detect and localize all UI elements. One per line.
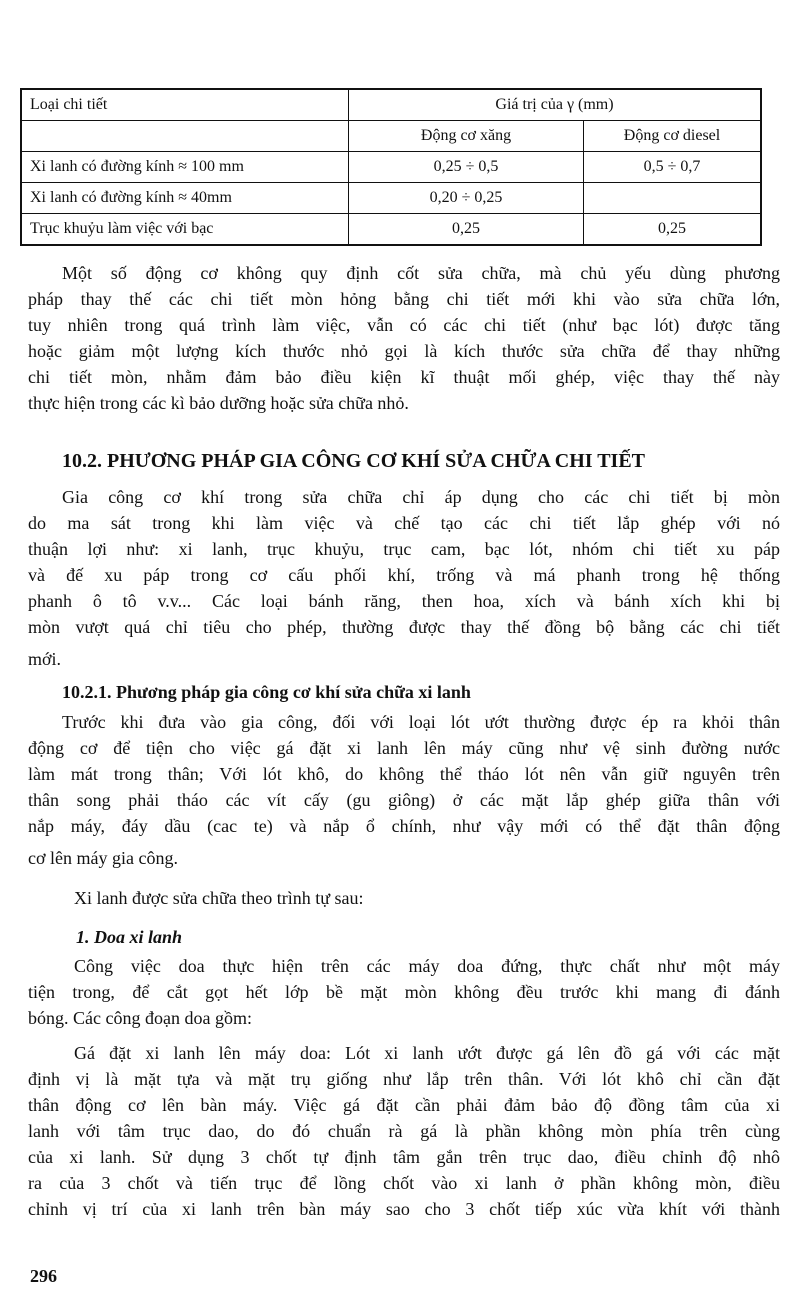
table-cell-diesel: 0,25 [584,214,762,246]
paragraph-line: thân song phải tháo các vít cấy (gu giông) ở các mặt lắp ghép giữa thân với [28,790,780,810]
paragraph-line: làm mát trong thân; Với lót khô, do không thể tháo lót nên vẫn giữ nguyên trên [28,764,780,784]
subsection-heading-doa: 1. Doa xi lanh [76,927,183,947]
page-number: 296 [30,1266,57,1286]
paragraph-line: tuy nhiên trong quá trình làm việc, vẫn có các chi tiết (như bạc lót) được tăng [28,315,780,335]
tolerance-table [20,88,762,246]
table-cell-diesel [584,183,762,214]
paragraph-line: Công việc doa thực hiện trên các máy doa đứng, thực chất như một máy [74,956,780,976]
paragraph-line: Một số động cơ không quy định cốt sửa chữa, mà chủ yếu dùng phương [62,263,780,283]
paragraph-line: thực hiện trong các kì bảo dưỡng hoặc sửa chữa nhỏ. [28,393,409,413]
table-cell-gasoline: 0,20 ÷ 0,25 [349,183,584,214]
paragraph-line: chi tiết mòn, nhằm đảm bảo điều kiện kĩ thuật mối ghép, việc thay thế này [28,367,780,387]
paragraph-line: pháp thay thế các chi tiết mòn hỏng bằng chi tiết mới khi vào sửa chữa lớn, [28,289,780,309]
table-cell-label: Trục khuỷu làm việc với bạc [21,214,349,246]
table-cell-label: Xi lanh có đường kính ≈ 40mm [21,183,349,214]
paragraph-line: bóng. Các công đoạn doa gồm: [28,1008,252,1028]
paragraph-line: nắp máy, đáy dầu (cac te) và nắp ổ chính, như vậy mới có thể đặt thân động [28,816,780,836]
table-row [21,152,761,183]
paragraph-line: của xi lanh. Sử dụng 3 chốt tự định tâm gắn trên trục dao, điều chỉnh độ nhô [28,1147,780,1167]
paragraph-line: Gia công cơ khí trong sửa chữa chỉ áp dụng cho các chi tiết bị mòn [62,487,780,507]
paragraph-line: do ma sát trong khi làm việc và chế tạo các chi tiết lắp ghép với nó [28,513,780,533]
paragraph-line: ra của 3 chốt và tiến trục để lồng chốt vào xi lanh ở phần không mòn, điều [28,1173,780,1193]
paragraph-line: cơ lên máy gia công. [28,848,178,868]
table-cell-gasoline: 0,25 [349,214,584,246]
table-cell-diesel: 0,5 ÷ 0,7 [584,152,762,183]
paragraph-line: thuận lợi như: xi lanh, trục khuỷu, trục cam, bạc lót, nhóm chi tiết xu páp [28,539,780,559]
table-subheader-diesel: Động cơ diesel [584,121,762,152]
paragraph-line: và đế xu páp trong cơ cấu phối khí, trống và má phanh trong hệ thống [28,565,780,585]
table-cell-label: Xi lanh có đường kính ≈ 100 mm [21,152,349,183]
section-heading-10-2-1: 10.2.1. Phương pháp gia công cơ khí sửa chữa xi lanh [62,682,471,702]
paragraph-line: hoặc giảm một lượng kích thước nhỏ gọi là kích thước sửa chữa để thay những [28,341,780,361]
paragraph-line: Xi lanh được sửa chữa theo trình tự sau: [74,888,364,908]
paragraph-line: mòn vượt quá chỉ tiêu cho phép, thường được thay thế đồng bộ bằng các chi tiết [28,617,780,637]
table-header-part-type: Loại chi tiết [21,89,349,121]
paragraph-line: mới. [28,649,62,669]
paragraph-line: Trước khi đưa vào gia công, đối với loại lót ướt thường được ép ra khỏi thân [62,712,780,732]
paragraph-line: chỉnh vị trí của xi lanh trên bàn máy sao cho 3 chốt tiếp xúc vừa khít với thành [28,1199,780,1219]
paragraph-line: phanh ô tô v.v... Các loại bánh răng, then hoa, xích và bánh xích khi bị [28,591,780,611]
table-empty-cell [21,121,349,152]
table-row [21,183,761,214]
paragraph-line: động cơ để tiện cho việc gá đặt xi lanh lên máy cũng như vệ sinh đường nước [28,738,780,758]
paragraph-line: Gá đặt xi lanh lên máy doa: Lót xi lanh ướt được gá lên đồ gá với các mặt [74,1043,780,1063]
table-cell-gasoline: 0,25 ÷ 0,5 [349,152,584,183]
table-header-gamma: Giá trị của γ (mm) [349,89,762,121]
paragraph-line: định vị là mặt tựa và mặt trụ giống như lắp trên thân. Với lót khô chỉ cần đặt [28,1069,780,1089]
paragraph-line: lanh với tâm trục dao, do đó chuẩn rà gá là phần không mòn phía trên cùng [28,1121,780,1141]
table-row [21,214,761,246]
table-subheader-gasoline: Động cơ xăng [349,121,584,152]
paragraph-line: tiện trong, để cắt gọt hết lớp bề mặt mòn không đều trước khi mang đi đánh [28,982,780,1002]
section-heading-10-2: 10.2. PHƯƠNG PHÁP GIA CÔNG CƠ KHÍ SỬA CHỮA CHI TIẾT [62,450,646,472]
paragraph-line: thân động cơ lên bàn máy. Việc gá đặt cần phải đảm bảo độ đồng tâm của xi [28,1095,780,1115]
